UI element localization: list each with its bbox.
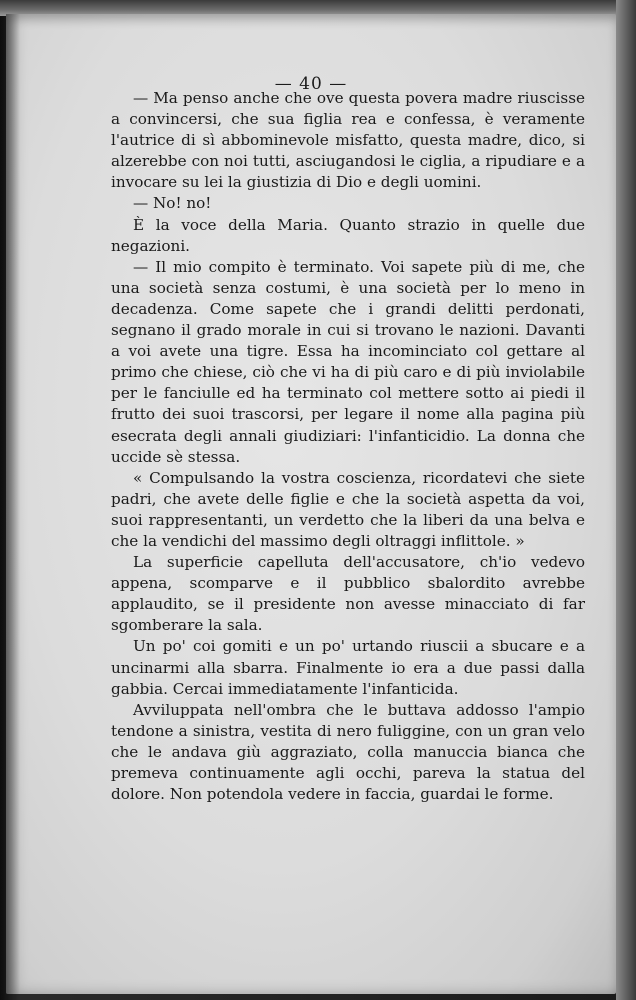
paragraph: « Compulsando la vostra coscienza, ricordatevi che siete padri, che avete delle figlie e che la società aspetta da voi, suoi rappresentanti, un verdetto che la liberi da una belva e che la vendichi del massimo degli oltraggi inflittole. » — [111, 468, 585, 550]
paragraph: — Il mio compito è terminato. Voi sapete più di me, che una società senza costumi, è una società per lo meno in decadenza. Come sapete che i grandi delitti perdonati, segnano il grado morale in cui si trovano le nazioni. Davanti a voi avete una tigre. Essa ha incominciato col gettare al primo che chiese, ciò che vi ha di più caro e di più inviolabile per le fanciulle ed ha terminato col mettere sotto ai piedi il frutto dei suoi trascorsi, per legare il nome alla pagina più esecrata degli annali giudiziari: l'infanticidio. La donna che uccide sè stessa. — [111, 257, 585, 466]
book-page — [6, 14, 616, 994]
book-right-edge — [616, 0, 636, 1000]
body-text — [111, 88, 585, 805]
paragraph: — Ma penso anche che ove questa povera madre riuscisse a convincersi, che sua figlia rea e confessa, è veramente l'autrice di sì abbominevole misfatto, questa madre, dico, si alzerebbe con noi tutti, asciugandosi le ciglia, a ripudiare e a invocare su lei la giustizia di Dio e degli uomini. — [111, 89, 585, 192]
book-binding-shadow — [6, 14, 20, 994]
paragraph: Un po' coi gomiti e un po' urtando riuscii a sbucare e a uncinarmi alla sbarra. Finalmente io era a due passi dalla gabbia. Cercai immediatamente l'infanticida. — [111, 637, 585, 698]
page-number: — 40 — — [274, 74, 348, 94]
paragraph: Avviluppata nell'ombra che le buttava addosso l'ampio tendone a sinistra, vestita di nero fuliggine, con un gran velo che le andava giù aggraziato, colla manuccia bianca che premeva continuamente agli occhi, pareva la statua del dolore. Non potendola vedere in faccia, guardai le forme. — [111, 700, 585, 804]
paragraph: È la voce della Maria. Quanto strazio in quelle due negazioni. — [111, 215, 585, 255]
paragraph: — No! no! — [133, 194, 212, 213]
paragraph: La superficie capelluta dell'accusatore, ch'io vedevo appena, scomparve e il pubblico sbalordito avrebbe applaudito, se il presidente non avesse minacciato di far sgomberare la sala. — [111, 553, 585, 635]
